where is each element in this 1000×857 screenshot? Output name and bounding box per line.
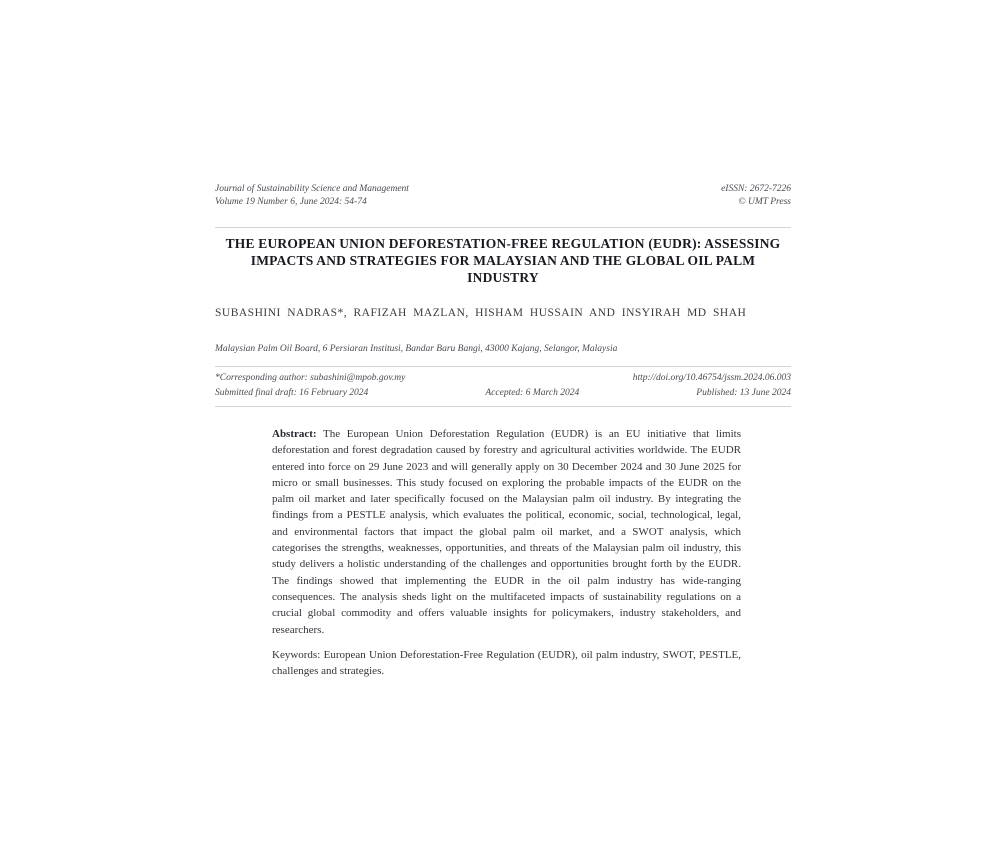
abstract-paragraph — [272, 426, 741, 638]
corresponding-author-email: *Corresponding author: subashini@mpob.gov.my — [215, 373, 406, 383]
journal-publisher: © UMT Press — [738, 197, 791, 207]
journal-header-right — [721, 183, 791, 209]
authors-line: SUBASHINI NADRAS*, RAFIZAH MAZLAN, HISHAM HUSSAIN AND INSYIRAH MD SHAH — [215, 307, 747, 319]
correspondence-divider-bottom — [215, 406, 791, 407]
doi-link: http://doi.org/10.46754/jssm.2024.06.003 — [632, 373, 791, 383]
correspondence-row-2 — [215, 386, 791, 401]
submitted-date: Submitted final draft: 16 February 2024 — [215, 388, 369, 398]
abstract-text: The European Union Deforestation Regulation (EUDR) is an EU initiative that limits deforestation and forest degradation caused by forestry and agricultural activities worldwide. The EUDR entered into force on 29 June 2023 and will generally apply on 30 December 2024 and 30 June 2025 for micro or small businesses. This study focused on exploring the probable impacts of the EUDR on the palm oil market and later specifically focused on the Malaysian palm oil industry. By integrating the findings from a PESTLE analysis, which evaluates the political, economic, social, technological, legal, and environmental factors that impact the global palm oil market, and a SWOT analysis, which categorises the strengths, weaknesses, opportunities, and threats of the Malaysian palm oil industry, this study delivers a holistic understanding of the challenges and opportunities brought forth by the EUDR. The findings showed that implementing the EUDR in the oil palm industry has wide-ranging consequences. The analysis sheds light on the multifaceted impacts of sustainability regulations on a crucial global commodity and offers valuable insights for policymakers, industry stakeholders, and researchers. — [272, 428, 741, 636]
paper-page — [215, 183, 791, 679]
correspondence-row-1 — [215, 371, 791, 386]
accepted-date: Accepted: 6 March 2024 — [485, 388, 580, 398]
journal-name: Journal of Sustainability Science and Management — [215, 184, 409, 194]
header-divider — [215, 227, 791, 228]
journal-volume-line: Volume 19 Number 6, June 2024: 54-74 — [215, 197, 367, 207]
keywords-label: Keywords: — [272, 648, 321, 661]
paper-title: THE EUROPEAN UNION DEFORESTATION-FREE REGULATION (EUDR): ASSESSING IMPACTS AND STRATEGIES FOR MALAYSIAN AND THE GLOBAL OIL PALM INDUSTRY — [225, 236, 781, 285]
journal-eissn: eISSN: 2672-7226 — [721, 184, 791, 194]
journal-header — [215, 183, 791, 209]
correspondence-block — [215, 371, 791, 401]
keywords-paragraph — [272, 647, 741, 680]
published-date: Published: 13 June 2024 — [696, 388, 791, 398]
journal-header-left — [215, 183, 409, 209]
affiliation-line: Malaysian Palm Oil Board, 6 Persiaran Institusi, Bandar Baru Bangi, 43000 Kajang, Selangor, Malaysia — [215, 344, 618, 354]
keywords-text: European Union Deforestation-Free Regulation (EUDR), oil palm industry, SWOT, PESTLE, challenges and strategies. — [272, 648, 742, 678]
correspondence-divider-top — [215, 366, 791, 367]
abstract-label: Abstract: — [272, 428, 317, 440]
